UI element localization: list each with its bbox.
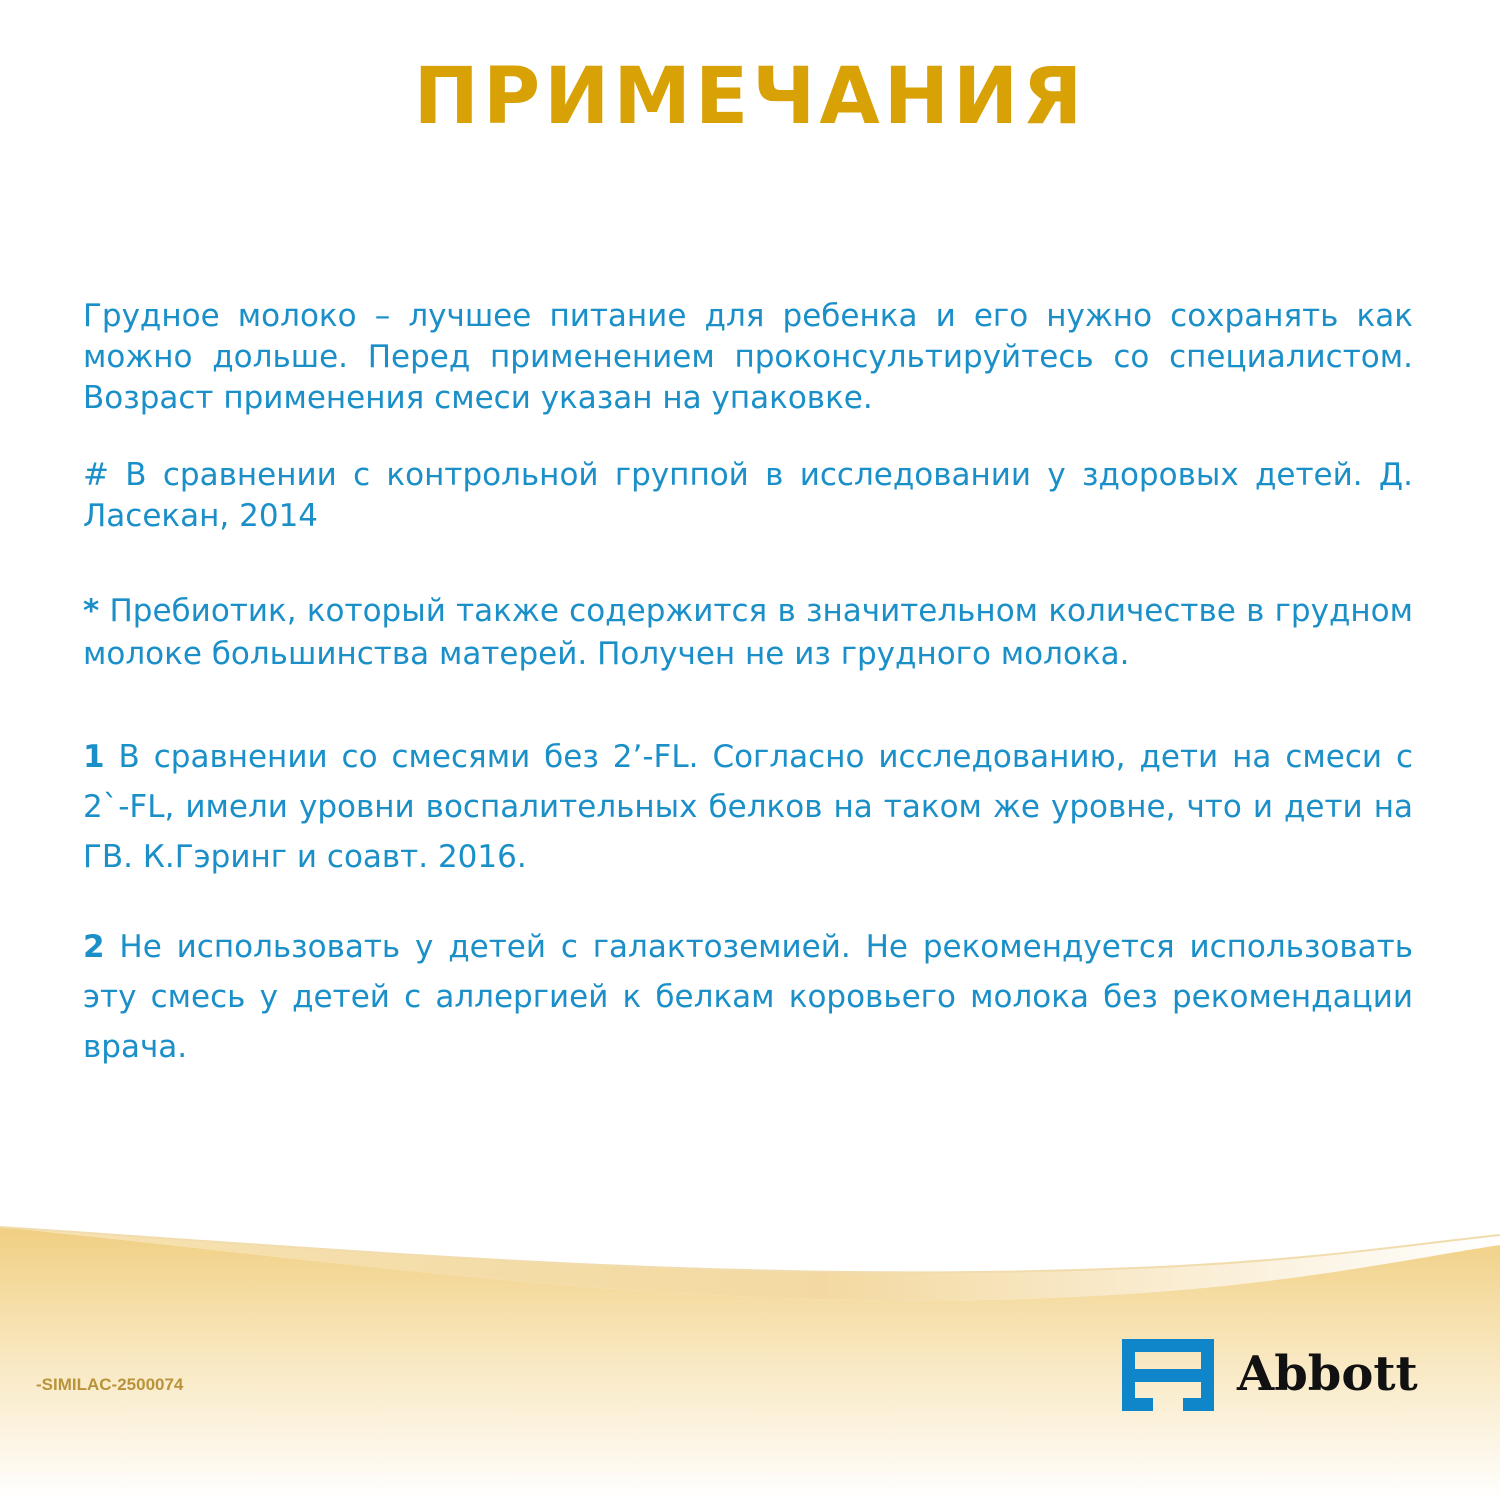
note-text: # В сравнении с контрольной группой в исследовании у здоровых детей. Д. Ласекан, 2014 [83, 457, 1413, 534]
page-title: ПРИМЕЧАНИЯ [413, 52, 1087, 142]
abbott-logo [1118, 1336, 1443, 1418]
document-code: -SIMILAC-2500074 [36, 1375, 184, 1394]
abbott-logo-text: Abbott [1237, 1346, 1418, 1402]
note-text: В сравнении со смесями без 2’-FL. Согласно исследованию, дети на смеси с 2`-FL, имели уровни воспалительных белков на таком же уровне, что и дети на ГВ. К.Гэринг и соавт. 2016. [83, 739, 1413, 875]
note-marker: 2 [83, 929, 105, 965]
note-text: Не использовать у детей с галактоземией. Не рекомендуется использовать эту смесь у детей с аллергией к белкам коровьего молока без рекомендации врача. [83, 929, 1413, 1065]
note-text: Пребиотик, который также содержится в значительном количестве в грудном молоке большинства матерей. Получен не из грудного молока. [83, 593, 1413, 672]
note-2 [83, 922, 1413, 1072]
note-text: Грудное молоко – лучшее питание для ребенка и его нужно сохранять как можно дольше. Перед применением проконсультируйтесь со специалистом. Возраст применения смеси указан на упаковке. [83, 298, 1413, 416]
note-breast-milk [83, 296, 1413, 419]
note-marker: 1 [83, 739, 105, 775]
notes-list [83, 296, 1413, 1072]
note-asterisk [83, 590, 1413, 676]
abbott-logo-icon [1118, 1336, 1220, 1418]
note-hash [83, 455, 1413, 537]
note-marker: * [83, 593, 100, 629]
note-1 [83, 732, 1413, 882]
